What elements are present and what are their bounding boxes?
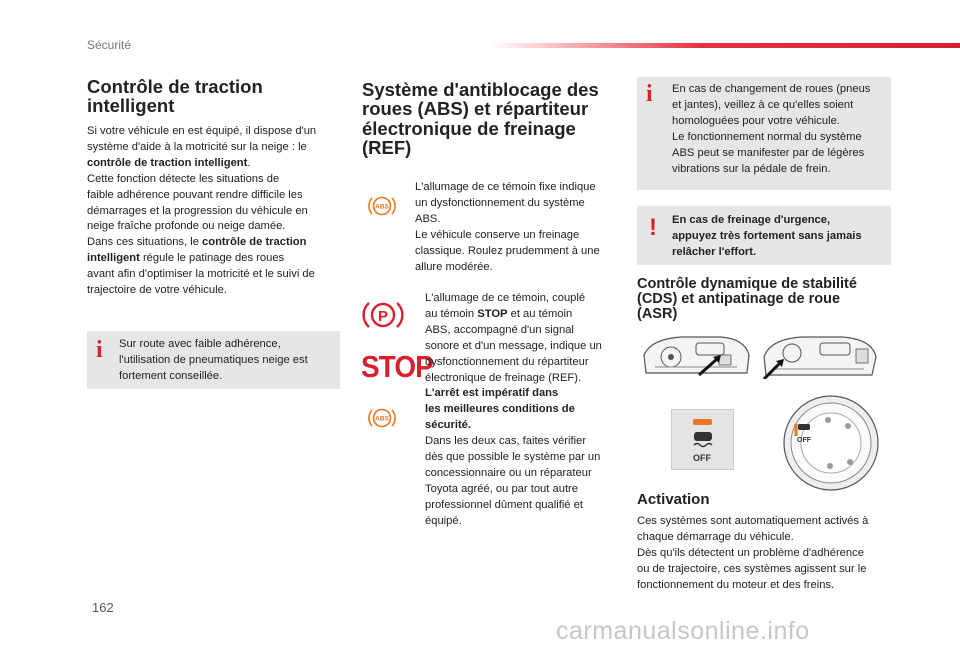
activation-title: Activation (637, 491, 710, 508)
skidding-car-icon (691, 429, 715, 449)
dashboard-illustration-left (641, 333, 751, 379)
traction-title: Contrôle de traction intelligent (87, 76, 263, 117)
snow-tyre-note-text: Sur route avec faible adhérence, l'utilisation de pneumatiques neige est fortement conseillée. (119, 338, 308, 382)
section-header: Sécurité (87, 38, 132, 52)
svg-text:P: P (377, 308, 389, 325)
emergency-braking-note (637, 206, 891, 265)
wheel-change-note (637, 77, 891, 190)
traction-paragraph: Si votre véhicule en est équipé, il dispose d'un système d'aide à la motricité sur la neige : le contrôle de traction intelligent. Cette fonction détecte les situations de faible adhérence pouvant rendre difficile les démarrages et la progression du véhicule en neige fraîche profonde ou neige damée. Dans ces situations, le contrôle de traction intelligent régule le patinage des roues avant afin d'optimiser la motricité et le suivi de trajectoire de votre véhicule. (87, 125, 317, 297)
abs-warning-icon (367, 193, 397, 219)
indicator-light (693, 419, 712, 425)
drive-mode-dial-illustration (782, 394, 880, 492)
esp-off-button-illustration (671, 409, 734, 470)
svg-text:OFF: OFF (797, 437, 811, 444)
info-icon: i (646, 81, 653, 107)
abs-block2: L'allumage de ce témoin, couplé au témoin STOP et au témoin ABS, accompagné d'un signal sonore et d'un message, indique un dysfonctionnement du répartiteur électronique de freinage (REF). L'arrêt est impératif dans les meilleures conditions de sécurité. Dans les deux cas, faites vérifier dès que possible le système par un concessionnaire ou un réparateur Toyota agréé, ou par tout autre professionnel dûment qualifié et équipé. (425, 292, 602, 527)
info-icon: i (96, 337, 103, 363)
header-accent-bar (490, 43, 960, 48)
dashboard-illustration-right (760, 333, 880, 379)
brake-warning-icon (362, 299, 404, 331)
stop-warning-icon: STOP (361, 349, 433, 384)
stability-title: Contrôle dynamique de stabilité (CDS) et antipatinage de roue (ASR) (637, 276, 857, 323)
off-label: OFF (693, 453, 711, 463)
abs-block1: L'allumage de ce témoin fixe indique un dysfonctionnement du système ABS. Le véhicule conserve un freinage classique. Roulez prudemment à une allure modérée. (415, 181, 600, 273)
svg-text:ABS: ABS (375, 203, 389, 211)
abs-warning-icon-2 (367, 405, 397, 431)
snow-tyre-note (87, 331, 340, 389)
warning-exclamation-icon: ! (649, 214, 657, 241)
abs-title: Système d'antiblocage des roues (ABS) et répartiteur électronique de freinage (REF) (362, 79, 599, 159)
watermark: carmanualsonline.info (556, 617, 810, 645)
wheel-change-note-text: En cas de changement de roues (pneus et jantes), veillez à ce qu'elles soient homologuées pour votre véhicule. Le fonctionnement normal du système ABS peut se manifester par de légères vibrations sur la pédale de frein. (672, 83, 871, 175)
svg-text:ABS: ABS (375, 415, 389, 423)
emergency-braking-note-text: En cas de freinage d'urgence, appuyez très fortement sans jamais relâcher l'effort. (672, 214, 862, 258)
activation-text: Ces systèmes sont automatiquement activés à chaque démarrage du véhicule. Dès qu'ils détectent un problème d'adhérence ou de trajectoire, ces systèmes agissent sur le fonctionnement du moteur et des freins. (637, 515, 869, 591)
page-number: 162 (92, 600, 114, 615)
